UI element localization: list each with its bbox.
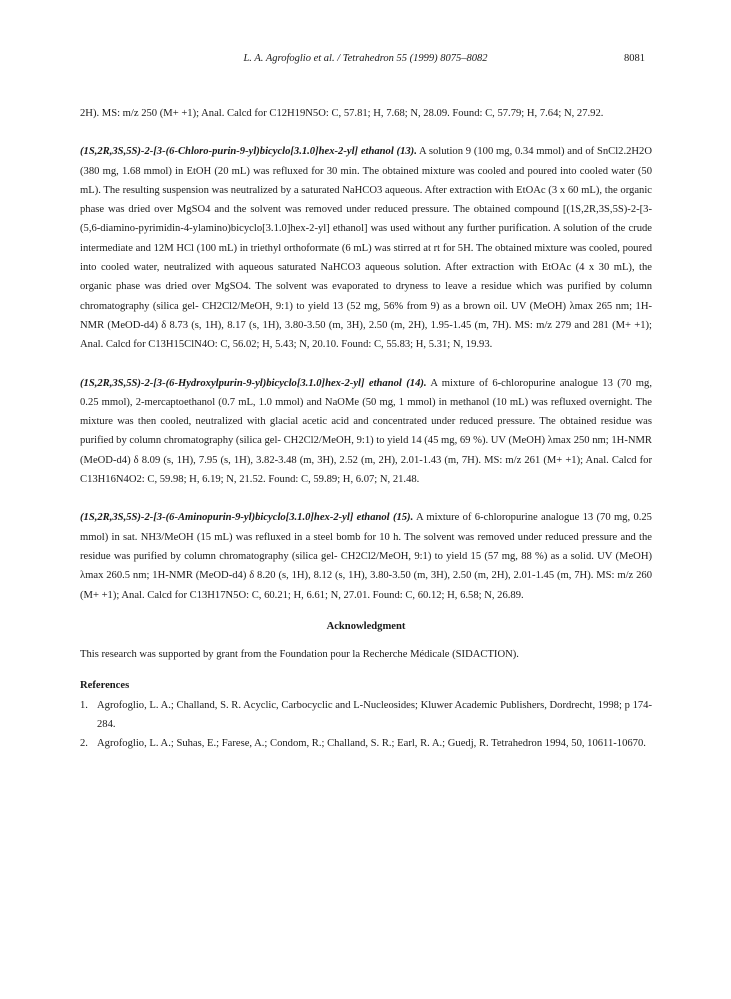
reference-item xyxy=(80,696,652,735)
compound-15-paragraph xyxy=(80,508,652,604)
continuation-paragraph: 2H). MS: m/z 250 (M+ +1); Anal. Calcd for C12H19N5O: C, 57.81; H, 7.68; N, 28.09. Found: C, 57.79; H, 7.64; N, 27.92. xyxy=(80,108,604,119)
reference-list xyxy=(80,696,652,754)
running-head: L. A. Agrofoglio et al. / Tetrahedron 55 (1999) 8075–8082 xyxy=(243,53,488,64)
compound-13-title: (1S,2R,3S,5S)-2-[3-(6-Chloro-purin-9-yl)bicyclo[3.1.0]hex-2-yl] ethanol (13). xyxy=(80,146,417,158)
reference-item xyxy=(80,734,652,753)
compound-14-paragraph xyxy=(80,374,652,490)
reference-text: Agrofoglio, L. A.; Challand, S. R. Acyclic, Carbocyclic and L-Nucleosides; Kluwer Academic Publishers, Dordrecht, 1998; p 174-284. xyxy=(97,699,652,731)
compound-13-paragraph xyxy=(80,142,652,354)
reference-text: Agrofoglio, L. A.; Suhas, E.; Farese, A.; Condom, R.; Challand, S. R.; Earl, R. A.; Guedj, R. Tetrahedron 1994, 50, 10611-10670. xyxy=(97,738,646,750)
compound-15-title: (1S,2R,3S,5S)-2-[3-(6-Aminopurin-9-yl)bicyclo[3.1.0]hex-2-yl] ethanol (15). xyxy=(80,512,414,524)
references-heading: References xyxy=(80,680,130,692)
compound-14-text: A mixture of 6-chloropurine analogue 13 (70 mg, 0.25 mmol), 2-mercaptoethanol (0.7 mL, 1.0 mmol) and NaOMe (50 mg, 1 mmol) in methanol (10 mL) was refluxed overnight. The mixture was then cooled, neutralized with glacial acetic acid and concentrated under reduced pressure. The obtained residue was purified by column chromatography (silica gel- CH2Cl2/MeOH, 9:1) to yield 14 (45 mg, 69 %). UV (MeOH) λmax 250 nm; 1H-NMR (MeOD-d4) δ 8.09 (s, 1H), 7.95 (s, 1H), 3.82-3.48 (m, 3H), 2.52 (m, 2H), 2.01-1.43 (m, 7H). MS: m/z 261 (M+ +1); Anal. Calcd for C13H16N4O2: C, 59.98; H, 6.19; N, 21.52. Found: C, 59.89; H, 6.07; N, 21.48. xyxy=(80,377,652,486)
page-number: 8081 xyxy=(624,53,645,64)
compound-13-text: A solution 9 (100 mg, 0.34 mmol) and of SnCl2.2H2O (380 mg, 1.68 mmol) in EtOH (20 mL) was refluxed for 30 min. The obtained mixture was cooled and poured into cooled water (50 mL). The resulting suspension was neutralized by a saturated NaHCO3 aqueous. After extraction with EtOAc (3 x 60 mL), the organic phase was dried over MgSO4 and the solvent was removed under reduced pressure. The obtained compound [(1S,2R,3S,5S)-2-[3-(5,6-diamino-pyrimidin-4-ylamino)bicyclo[3.1.0]hex-2-yl] ethanol] was used without any further purification. A solution of the crude intermediate and 12M HCl (100 mL) in triethyl orthoformate (6 mL) was stirred at rt for 5H. The obtained mixture was cooled, poured into cooled water, neutralized with aqueous saturated NaHCO3 aqueous solution. After extraction with EtOAc (4 x 30 mL), the organic phase was dried over MgSO4. The solvent was evaporated to dryness to leave a residue which was purified by column chromatography (silica gel- CH2Cl2/MeOH, 9:1) to yield 13 (52 mg, 56% from 9) as a brown oil. UV (MeOH) λmax 265 nm; 1H-NMR (MeOD-d4) δ 8.73 (s, 1H), 8.17 (s, 1H), 3.80-3.50 (m, 3H), 2.50 (m, 2H), 1.95-1.45 (m, 7H). MS: m/z 279 and 281 (M+ +1); Anal. Calcd for C13H15ClN4O: C, 56.02; H, 5.43; N, 20.10. Found: C, 55.83; H, 5.31; N, 19.93. xyxy=(80,146,652,351)
acknowledgment-text: This research was supported by grant from the Foundation pour la Recherche Médicale (SIDACTION). xyxy=(80,649,519,661)
acknowledgment-heading: Acknowledgment xyxy=(326,620,406,632)
reference-number: 1. xyxy=(80,699,88,711)
compound-14-title: (1S,2R,3S,5S)-2-[3-(6-Hydroxylpurin-9-yl)bicyclo[3.1.0]hex-2-yl] ethanol (14). xyxy=(80,377,427,389)
article-body xyxy=(80,104,652,754)
reference-number: 2. xyxy=(80,738,88,750)
compound-15-text: A mixture of 6-chloropurine analogue 13 (70 mg, 0.25 mmol) in sat. NH3/MeOH (15 mL) was refluxed in a steel bomb for 10 h. The solvent was removed under reduced pressure and the residue was purified by column chromatography (silica gel- CH2Cl2/MeOH, 9:1) to yield 15 (57 mg, 88 %) as a solid. UV (MeOH) λmax 260.5 nm; 1H-NMR (MeOD-d4) δ 8.20 (s, 1H), 8.12 (s, 1H), 3.80-3.50 (m, 3H), 2.50 (m, 2H), 2.01-1.45 (m, 7H). MS: m/z 260 (M+ +1); Anal. Calcd for C13H17N5O: C, 60.21; H, 6.61; N, 27.01. Found: C, 60.12; H, 6.58; N, 26.89. xyxy=(80,512,652,601)
